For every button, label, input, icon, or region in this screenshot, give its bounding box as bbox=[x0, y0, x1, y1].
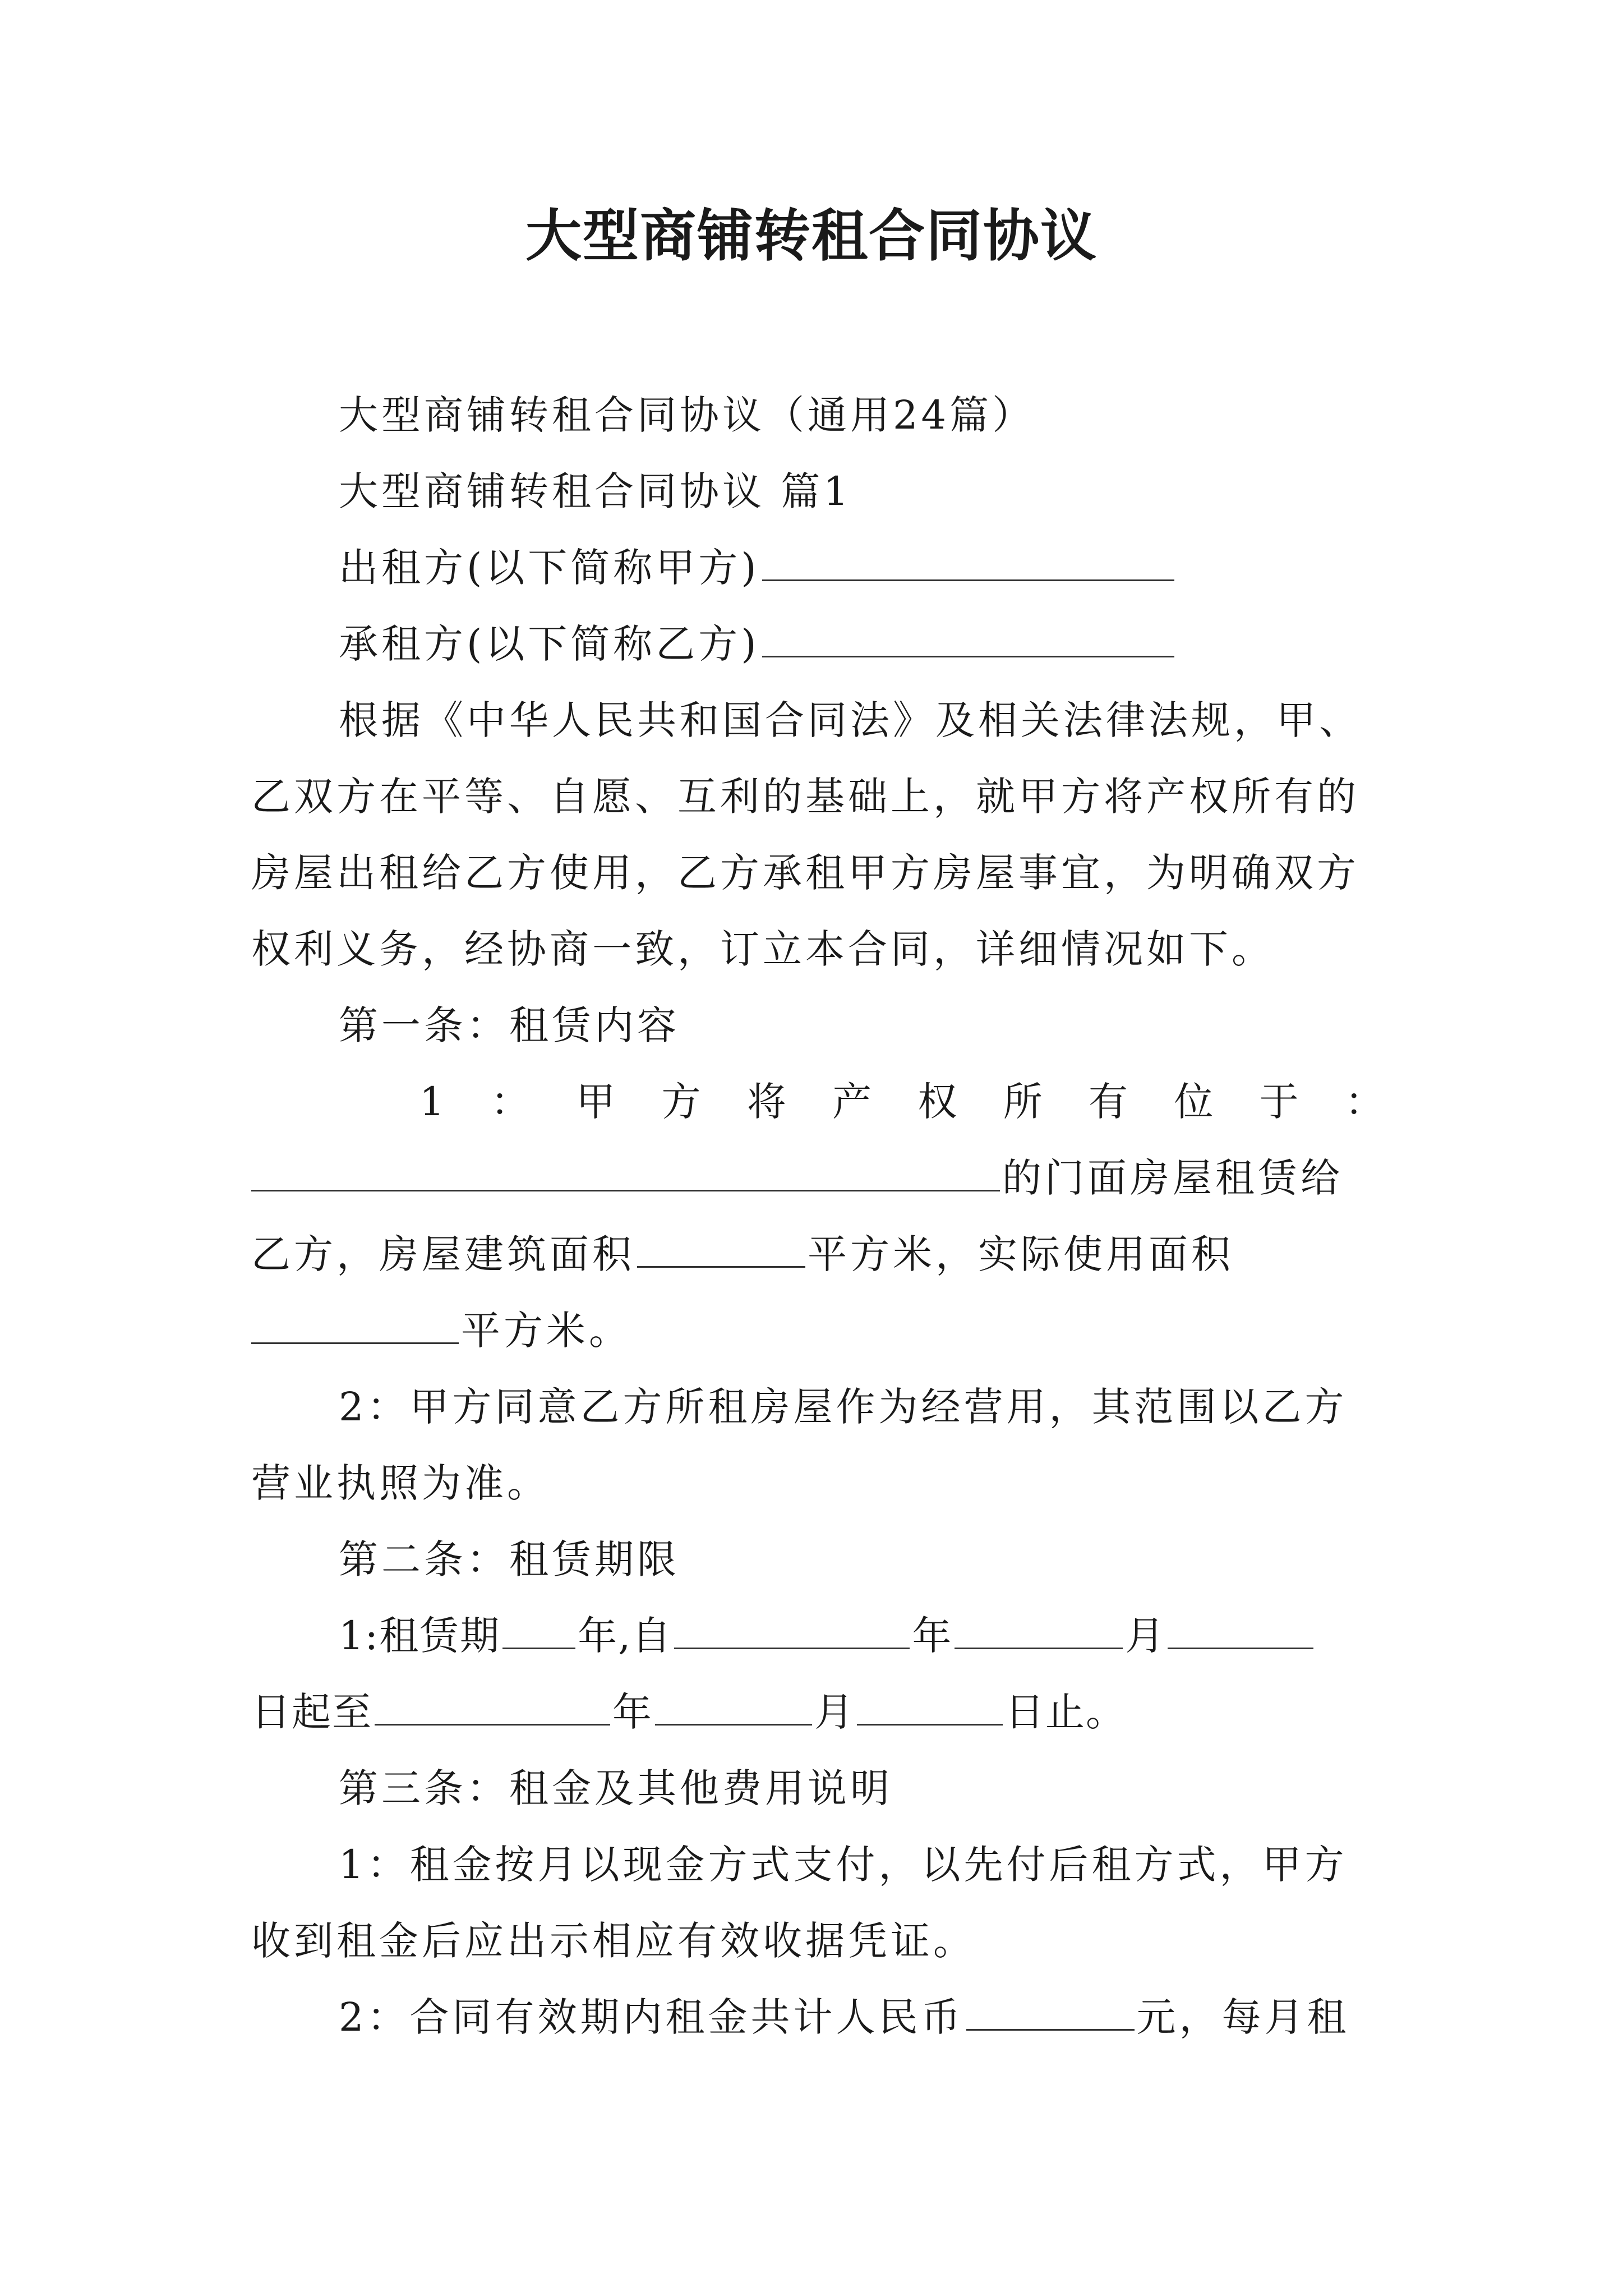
lessee-blank bbox=[762, 621, 1174, 657]
total-rent-blank bbox=[966, 1994, 1135, 2031]
a3-item2-part2: 元，每月租 bbox=[1136, 1994, 1350, 2040]
a1-item1-line4 bbox=[251, 1292, 1384, 1369]
a1-item2-line1: 2：甲方同意乙方所租房屋作为经营用，其范围以乙方 bbox=[339, 1384, 1348, 1430]
a1-item1-line2-suffix: 的门面房屋租赁给 bbox=[1002, 1155, 1343, 1201]
article-2-title: 第二条：租赁期限 bbox=[339, 1536, 680, 1582]
a1-item2-line2: 营业执照为准。 bbox=[251, 1460, 550, 1506]
subtitle: 大型商铺转租合同协议（通用24篇） bbox=[339, 392, 1035, 438]
lessor-line bbox=[251, 530, 1384, 606]
a3-item1-line1: 1：租金按月以现金方式支付，以先付后租方式，甲方 bbox=[339, 1842, 1348, 1888]
a3-item1-line2: 收到租金后应出示相应有效收据凭证。 bbox=[251, 1918, 976, 1964]
a3-item2-part1: 2：合同有效期内租金共计人民币 bbox=[339, 1994, 964, 2040]
a2-end-day-label: 日止。 bbox=[1005, 1689, 1126, 1735]
start-year-blank bbox=[674, 1613, 910, 1649]
a1-item1-line3-part2: 平方米，实际使用面积 bbox=[808, 1231, 1234, 1277]
a1-item1-line3-part1: 乙方，房屋建筑面积 bbox=[251, 1231, 635, 1277]
building-area-blank bbox=[637, 1231, 805, 1268]
end-month-blank bbox=[655, 1689, 812, 1726]
a2-end-month-label: 月 bbox=[814, 1689, 855, 1735]
a2-item1-line1 bbox=[251, 1598, 1384, 1674]
a2-start-year-label: 年 bbox=[912, 1613, 953, 1659]
preamble-line-4: 权利义务，经协商一致，订立本合同，详细情况如下。 bbox=[251, 926, 1274, 972]
end-day-blank bbox=[857, 1689, 1003, 1726]
start-day-blank bbox=[1168, 1613, 1313, 1649]
preamble-line-1: 根据《中华人民共和国合同法》及相关法律法规，甲、 bbox=[339, 697, 1362, 743]
usable-area-blank bbox=[251, 1308, 459, 1344]
a1-item1-line1: 1：甲方将产权所有位于： bbox=[419, 1079, 1384, 1125]
article-1-title: 第一条：租赁内容 bbox=[339, 1002, 680, 1048]
lessee-line bbox=[251, 606, 1384, 683]
section-heading: 大型商铺转租合同协议 篇1 bbox=[339, 468, 852, 514]
a2-start-month-label: 月 bbox=[1125, 1613, 1166, 1659]
start-month-blank bbox=[955, 1613, 1123, 1649]
a1-item1-line2 bbox=[251, 1140, 1384, 1217]
document-title: 大型商铺转租合同协议 bbox=[525, 203, 1098, 269]
end-year-blank bbox=[375, 1689, 610, 1726]
a2-item1-line2 bbox=[251, 1674, 1384, 1751]
a2-from-label: 年,自 bbox=[578, 1613, 672, 1659]
a2-lease-term-label: 1:租赁期 bbox=[339, 1613, 501, 1659]
a2-end-year-label: 年 bbox=[612, 1689, 653, 1735]
a1-item1-line3 bbox=[251, 1216, 1384, 1293]
preamble-line-3: 房屋出租给乙方使用，乙方承租甲方房屋事宜，为明确双方 bbox=[251, 850, 1359, 896]
location-blank bbox=[251, 1155, 1000, 1191]
lessor-label: 出租方(以下简称甲方) bbox=[339, 545, 760, 591]
a1-item1-line4-suffix: 平方米。 bbox=[461, 1308, 631, 1354]
lessor-blank bbox=[762, 545, 1174, 581]
lessee-label: 承租方(以下简称乙方) bbox=[339, 621, 760, 667]
a3-item2-line1 bbox=[251, 1979, 1384, 2056]
article-3-title: 第三条：租金及其他费用说明 bbox=[339, 1765, 893, 1811]
lease-years-blank bbox=[502, 1613, 575, 1649]
a2-start-day-label: 日起至 bbox=[251, 1689, 372, 1735]
preamble-line-2: 乙双方在平等、自愿、互利的基础上，就甲方将产权所有的 bbox=[251, 774, 1359, 820]
